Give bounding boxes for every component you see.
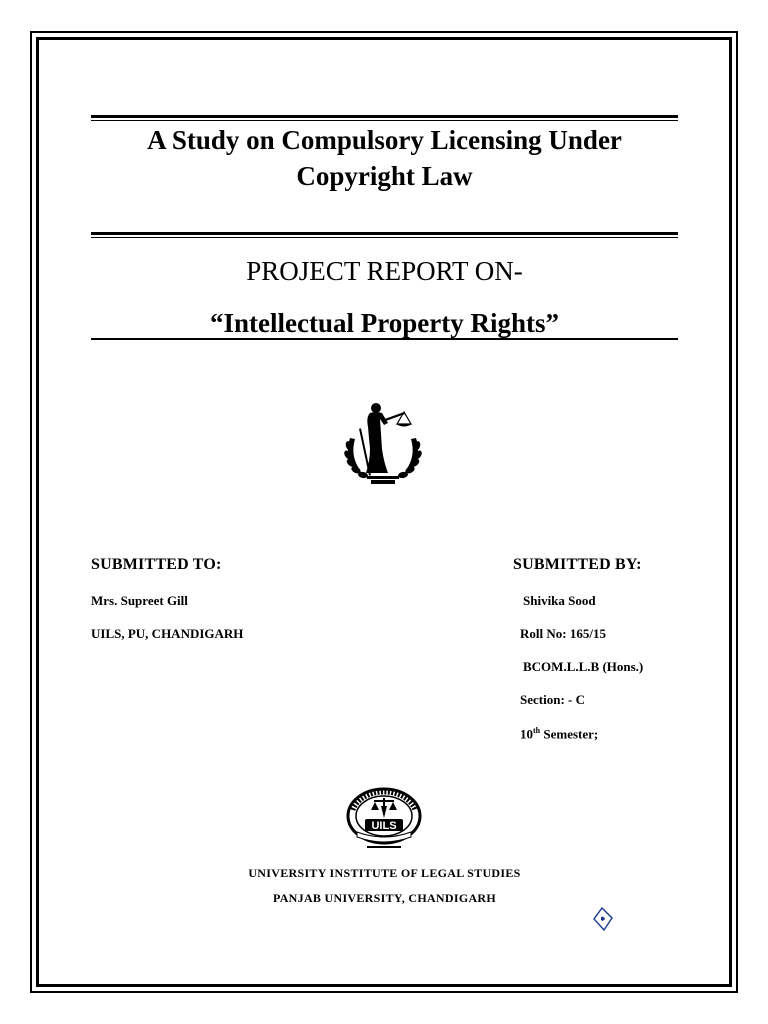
submitted-by-name: Shivika Sood [523,593,596,608]
subject-underline [91,338,678,340]
submitted-to-heading: SUBMITTED TO: [91,556,222,573]
submitted-to-name: Mrs. Supreet Gill [91,593,188,608]
lady-justice-emblem-icon [340,398,426,488]
uils-seal-label: UILS [371,820,397,832]
report-subject: “Intellectual Property Rights” [210,308,559,338]
submitted-by-semester: 10th Semester; [520,726,599,742]
submitted-by-course: BCOM.L.L.B (Hons.) [523,659,644,674]
submitted-to-affiliation: UILS, PU, CHANDIGARH [91,626,244,641]
submitted-by-heading: SUBMITTED BY: [513,556,642,573]
diamond-mark-icon [592,906,614,932]
submitted-by-section: Section: - C [520,692,585,707]
document-title: A Study on Compulsory Licensing Under Copyright Law [147,125,622,191]
title-bottom-rule [91,232,678,238]
uils-seal-icon [341,786,427,852]
institution-name: UNIVERSITY INSTITUTE OF LEGAL STUDIES [248,866,521,880]
submitted-by-roll: Roll No: 165/15 [520,626,606,641]
title-top-rule [91,115,678,121]
report-heading: PROJECT REPORT ON- [246,256,523,286]
institution-university: PANJAB UNIVERSITY, CHANDIGARH [272,891,497,905]
